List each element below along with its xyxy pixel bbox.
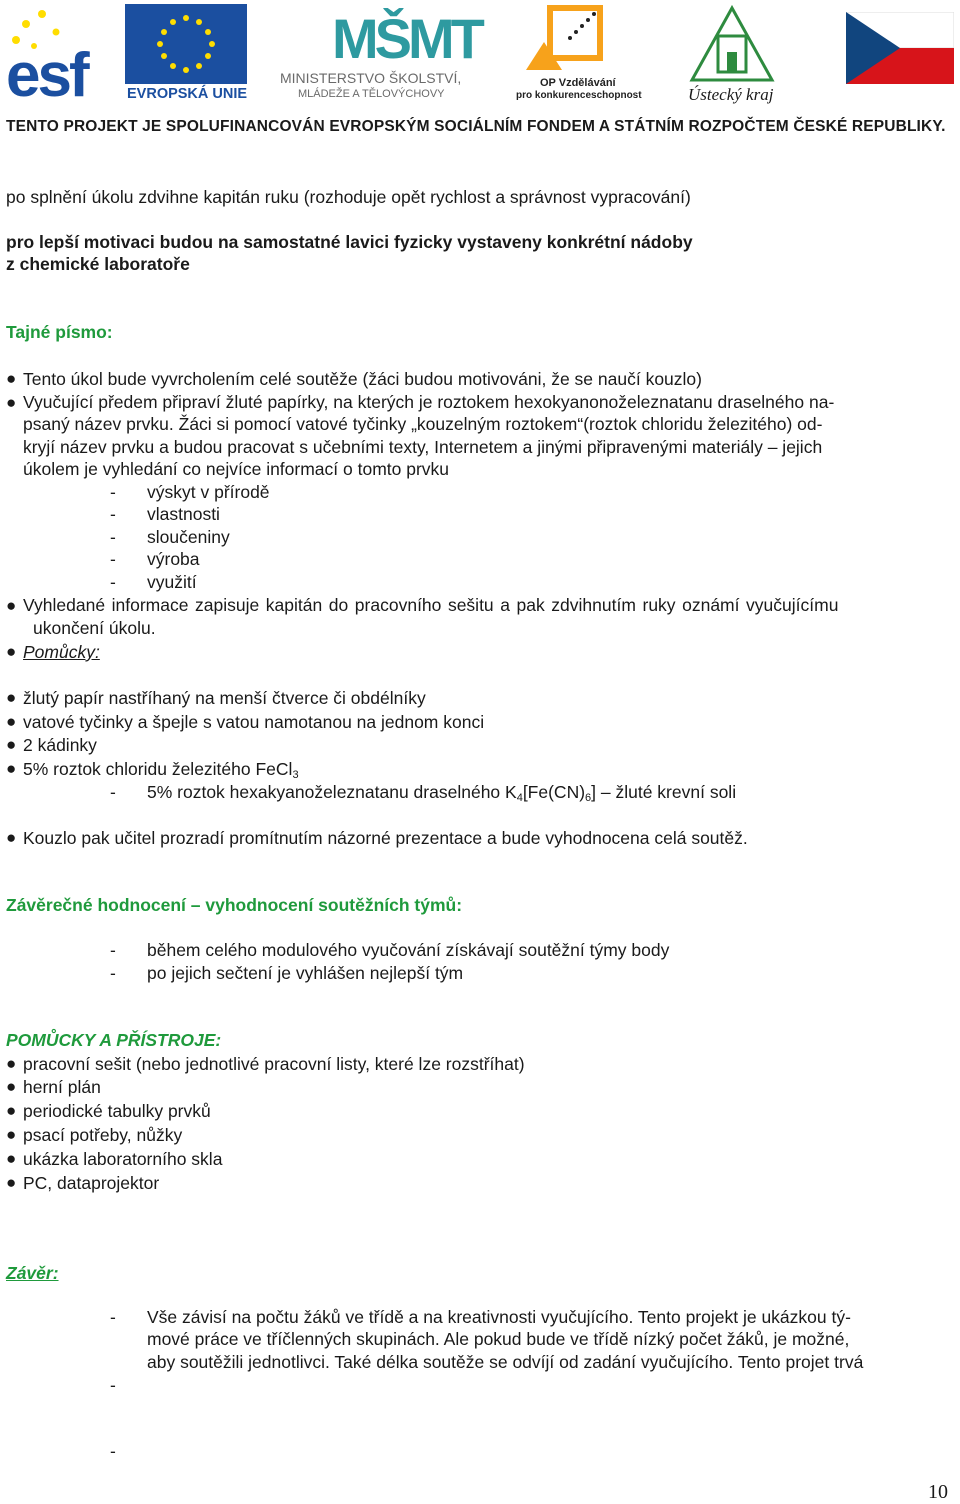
- op-line2: pro konkurenceschopnost: [516, 90, 642, 100]
- bullet-icon: ●: [6, 596, 17, 615]
- pomucky-label: Pomůcky:: [23, 642, 100, 662]
- motivation-line-2: z chemické laboratoře: [6, 254, 190, 274]
- eu-flag-logo: [125, 4, 247, 100]
- header: [0, 0, 960, 140]
- paragraph-line: aby soutěžili jednotlivci. Také délka soutěže se odvíjí od zadání vyučujícího. Tento projet trvá: [147, 1352, 864, 1372]
- esf-logo: [4, 2, 122, 102]
- zaverecne-hodnoceni-heading: Závěrečné hodnocení – vyhodnocení soutěžních týmů:: [6, 895, 463, 915]
- esf-logo-text: esf: [6, 41, 87, 102]
- msmt-logo: [280, 0, 490, 100]
- bullet-icon: ●: [6, 1173, 17, 1192]
- bullet-icon: ●: [6, 1149, 17, 1168]
- paragraph-line: Vše závisí na počtu žáků ve třídě a na kreativnosti vyučujícího. Tento projekt je ukázkou tý-: [147, 1307, 851, 1327]
- motivation-line-1: pro lepší motivaci budou na samostatné lavici fyzicky vystaveny konkrétní nádoby: [6, 232, 693, 252]
- paragraph-line: psaný název prvku. Žáci si pomocí vatové tyčinky „kouzelným roztokem“(roztok chloridu železitého) od-: [23, 414, 823, 434]
- paragraph-line: kryjí název prvku a budou pracovat s učebními texty, Internetem a jinými připravenými materiály – jejich: [23, 437, 823, 457]
- paragraph-line: Vyhledané informace zapisuje kapitán do pracovního sešitu a pak zdvihnutím ruky oznámí vyučujícímu: [23, 595, 839, 615]
- bullet-icon: ●: [6, 393, 17, 412]
- bullet-icon: ●: [6, 1101, 17, 1120]
- tajne-pismo-heading: Tajné písmo:: [6, 322, 113, 342]
- paragraph-line: Vyučující předem připraví žluté papírky, na kterých je roztokem hexokyanonoželeznatanu draselného na-: [23, 392, 835, 412]
- paragraph-line: úkolem je vyhledání co nejvíce informací o tomto prvku: [23, 459, 450, 479]
- bullet-icon: ●: [6, 688, 17, 707]
- bullet-icon: ●: [6, 369, 17, 388]
- bullet-icon: ●: [6, 1054, 17, 1073]
- msmt-line2: MLÁDEŽE A TĚLOVÝCHOVY: [298, 88, 445, 100]
- zaver-heading: Závěr:: [6, 1263, 59, 1283]
- pomucky-a-pristroje-heading: POMŮCKY A PŘÍSTROJE:: [6, 1030, 222, 1050]
- msmt-logo-text: MŠMT: [332, 7, 481, 70]
- paragraph-line: ukončení úkolu.: [33, 618, 156, 638]
- page-number: 10: [928, 1481, 948, 1503]
- list-item-text: Tento úkol bude vyvrcholením celé soutěže (žáci budou motivováni, že se naučí kouzlo): [23, 369, 702, 389]
- bullet-icon: ●: [6, 735, 17, 754]
- bullet-icon: ●: [6, 1077, 17, 1096]
- ustecky-kraj-logo: [684, 2, 780, 106]
- op-vzdelavani-logo: [514, 2, 646, 100]
- cofinancing-banner: TENTO PROJEKT JE SPOLUFINANCOVÁN EVROPSKÝM SOCIÁLNÍM FONDEM A STÁTNÍM ROZPOČTEM ČESKÉ REPUBLIKY.: [6, 118, 946, 135]
- bullet-icon: ●: [6, 1125, 17, 1144]
- bullet-icon: ●: [6, 712, 17, 731]
- bullet-icon: ●: [6, 642, 17, 661]
- paragraph-line: mové práce ve tříčlenných skupinách. Ale pokud bude ve třídě nízký počet žáků, je možné,: [147, 1329, 850, 1349]
- line-captain-raises-hand: po splnění úkolu zdvihne kapitán ruku (rozhoduje opět rychlost a správnost vypracování): [6, 187, 691, 207]
- eu-label: EVROPSKÁ UNIE: [127, 86, 247, 100]
- czech-flag-logo: [846, 12, 954, 84]
- bullet-icon: ●: [6, 828, 17, 847]
- bullet-icon: ●: [6, 759, 17, 778]
- kraj-label: Ústecký kraj: [688, 85, 774, 104]
- msmt-line1: MINISTERSTVO ŠKOLSTVÍ,: [280, 70, 462, 86]
- op-line1: OP Vzdělávání: [540, 77, 616, 89]
